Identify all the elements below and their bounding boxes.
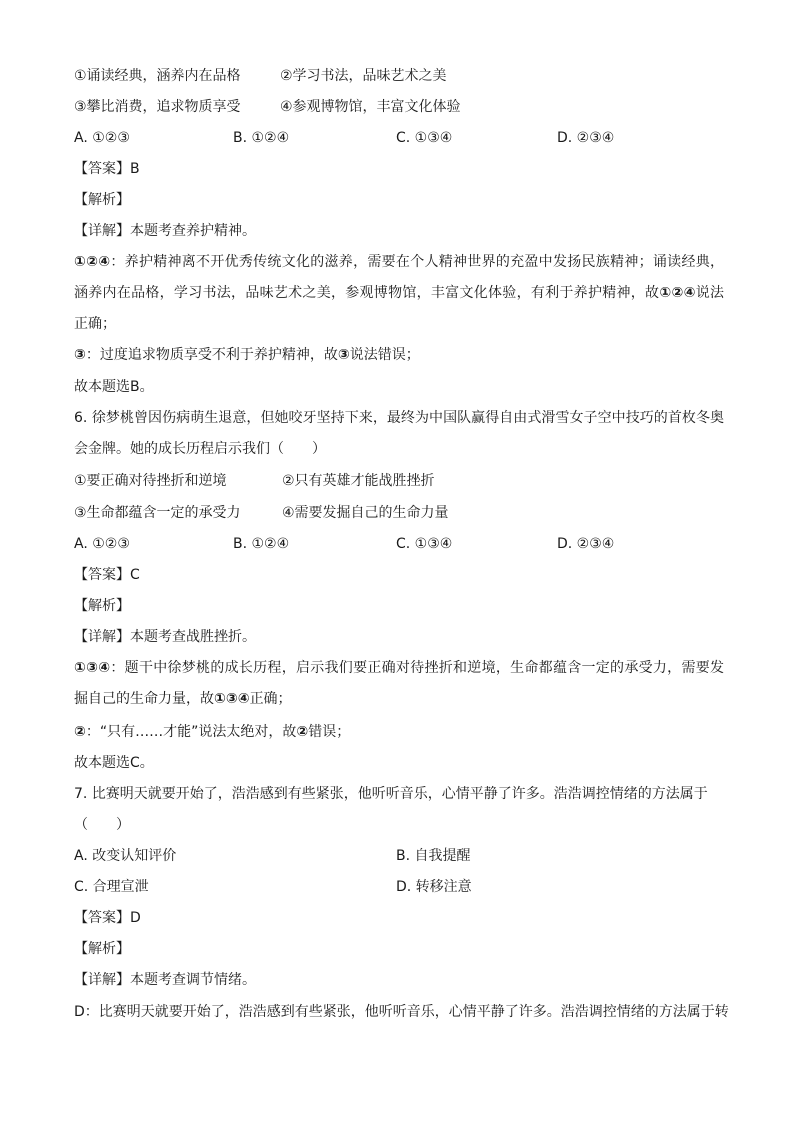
q6-choice-d: D. ②③④ — [557, 536, 615, 552]
q7-detail: 【详解】本题考查调节情绪。 — [74, 972, 256, 988]
q5-explain-mid: ①②④ — [659, 285, 696, 301]
q5-wrong-mid: ③ — [337, 347, 350, 363]
q5-choice-a: A. ①②③ — [74, 130, 130, 146]
q6-detail: 【详解】本题考查战胜挫折。 — [74, 629, 256, 645]
q5-wrong-explanation — [74, 345, 420, 365]
q6-wrong-explanation — [74, 722, 350, 742]
q6-explain-prefix: ①③④ — [74, 660, 111, 676]
q6-stem: 6. 徐梦桃曾因伤病萌生退意，但她咬牙坚持下来，最终为中国队赢得自由式滑雪女子空中技巧的首枚冬奥会金牌。她的成长历程启示我们（ ） — [74, 410, 724, 457]
q5-option-2: ②学习书法，品味艺术之美 — [280, 68, 447, 84]
q6-explain-text: ：题干中徐梦桃的成长历程，启示我们要正确对待挫折和逆境，生命都蕴含一定的承受力，需要发掘自己的生命力量，故 — [74, 660, 724, 707]
q6-wrong-text: ：“只有……才能”说法太绝对，故 — [85, 724, 297, 740]
q6-analysis-label: 【解析】 — [74, 598, 130, 614]
q6-explain-end: 正确； — [249, 691, 292, 707]
q6-wrong-prefix: ② — [74, 724, 86, 740]
q6-option-3: ③生命都蕴含一定的承受力 — [74, 505, 241, 521]
q6-conclusion: 故本题选C。 — [74, 755, 154, 771]
q6-choice-a: A. ①②③ — [74, 536, 130, 552]
q5-choice-c: C. ①③④ — [396, 130, 453, 146]
q5-explain-end: 说法正确； — [74, 285, 725, 332]
q7-explanation: D：比赛明天就要开始了，浩浩感到有些紧张，他听听音乐，心情平静了许多。浩浩调控情绪的方法属于转 — [74, 1004, 729, 1020]
q5-detail: 【详解】本题考查养护精神。 — [74, 223, 256, 239]
q6-wrong-mid: ② — [296, 724, 309, 740]
q7-choice-a: A. 改变认知评价 — [74, 848, 177, 864]
q5-answer: 【答案】B — [74, 161, 140, 177]
q7-choice-c: C. 合理宣泄 — [74, 879, 149, 895]
q5-option-4: ④参观博物馆，丰富文化体验 — [280, 99, 461, 115]
q5-explain-text: ：养护精神离不开优秀传统文化的滋养，需要在个人精神世界的充盈中发扬民族精神；诵读经典，涵养内在品格，学习书法，品味艺术之美，参观博物馆，丰富文化体验，有利于养护精神，故 — [74, 254, 724, 301]
q5-wrong-end: 说法错误； — [349, 347, 420, 363]
q7-choice-b: B. 自我提醒 — [396, 848, 471, 864]
q6-option-1: ①要正确对待挫折和逆境 — [74, 473, 227, 489]
q5-option-1: ①诵读经典，涵养内在品格 — [74, 68, 241, 84]
q5-choice-d: D. ②③④ — [557, 130, 615, 146]
q7-stem: 7. 比赛明天就要开始了，浩浩感到有些紧张，他听听音乐，心情平静了许多。浩浩调控情绪的方法属于 — [74, 786, 708, 802]
q6-option-4: ④需要发掘自己的生命力量 — [282, 505, 449, 521]
q7-analysis-label: 【解析】 — [74, 941, 130, 957]
q5-conclusion: 故本题选B。 — [74, 379, 154, 395]
q5-explanation — [74, 247, 724, 340]
q6-choice-c: C. ①③④ — [396, 536, 453, 552]
q7-stem-tail: （ ） — [74, 817, 130, 833]
q5-explain-prefix: ①②④ — [74, 254, 111, 270]
q6-choice-b: B. ①②④ — [233, 536, 290, 552]
q5-wrong-text: ：过度追求物质享受不利于养护精神，故 — [85, 347, 338, 363]
q6-answer: 【答案】C — [74, 567, 140, 583]
q5-choice-b: B. ①②④ — [233, 130, 290, 146]
q5-wrong-prefix: ③ — [74, 347, 86, 363]
q6-explanation — [74, 653, 724, 715]
q6-explain-mid: ①③④ — [214, 691, 250, 707]
q7-answer: 【答案】D — [74, 910, 141, 926]
q6-wrong-end: 错误； — [308, 724, 351, 740]
q5-analysis-label: 【解析】 — [74, 192, 130, 208]
q6-option-2: ②只有英雄才能战胜挫折 — [282, 473, 435, 489]
q7-choice-d: D. 转移注意 — [396, 879, 472, 895]
q5-option-3: ③攀比消费，追求物质享受 — [74, 99, 241, 115]
